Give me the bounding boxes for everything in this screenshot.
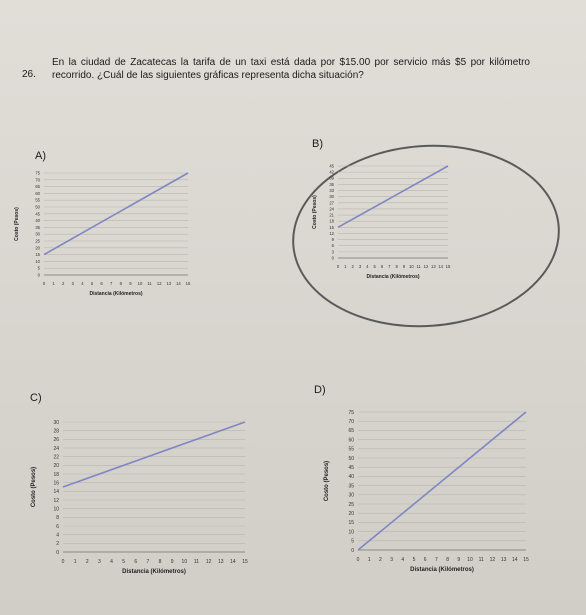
y-tick-label: 14: [53, 489, 59, 496]
y-tick-label: 10: [35, 258, 40, 264]
y-tick-label: 20: [35, 245, 40, 251]
x-tick-label: 14: [230, 559, 236, 565]
x-tick-label: 14: [176, 281, 181, 287]
y-tick-label: 26: [53, 437, 59, 444]
x-tick-label: 12: [205, 559, 212, 565]
y-tick-label: 16: [53, 480, 59, 487]
y-tick-label: 20: [348, 510, 354, 517]
x-axis-title: Distancia (Kilómetros): [410, 567, 474, 573]
x-tick-label: 5: [122, 559, 126, 565]
x-tick-label: 1: [367, 557, 371, 563]
y-axis-title: Costo (Pesos): [31, 466, 37, 508]
option-a-label[interactable]: A): [35, 150, 46, 162]
x-tick-label: 10: [181, 559, 188, 565]
x-tick-label: 13: [217, 559, 224, 565]
x-tick-label: 4: [81, 281, 84, 287]
x-tick-label: 5: [90, 281, 94, 287]
x-tick-label: 12: [489, 557, 496, 563]
y-tick-label: 42: [329, 169, 334, 175]
x-tick-label: 8: [395, 264, 398, 270]
x-tick-label: 9: [129, 281, 132, 287]
chart-d[interactable]: [318, 402, 538, 592]
x-tick-label: 2: [62, 281, 65, 287]
y-axis-title: Costo (Pesos): [14, 207, 20, 241]
x-tick-label: 2: [351, 264, 354, 270]
y-tick-label: 12: [53, 497, 59, 504]
y-tick-label: 28: [53, 428, 59, 435]
y-tick-label: 35: [348, 483, 354, 490]
y-tick-label: 0: [56, 549, 59, 556]
y-tick-label: 18: [53, 471, 59, 478]
y-tick-label: 25: [35, 238, 40, 244]
y-axis-title: Costo (Pesos): [312, 195, 318, 229]
y-tick-label: 45: [35, 211, 40, 217]
x-tick-label: 7: [146, 559, 150, 565]
y-tick-label: 45: [348, 464, 354, 471]
chart-b-svg: [306, 158, 486, 298]
series-line-c: [63, 422, 245, 487]
x-tick-label: 10: [137, 281, 143, 287]
x-tick-label: 4: [401, 557, 405, 563]
y-tick-label: 50: [35, 204, 40, 210]
x-tick-label: 3: [390, 557, 393, 563]
y-tick-label: 3: [331, 249, 334, 255]
x-tick-label: 0: [42, 281, 46, 287]
chart-c-svg: [25, 410, 255, 598]
x-tick-label: 13: [166, 281, 172, 287]
x-tick-label: 6: [100, 281, 103, 287]
y-tick-label: 35: [35, 224, 40, 230]
y-tick-label: 0: [37, 272, 40, 278]
x-tick-label: 14: [512, 557, 518, 563]
chart-c[interactable]: [25, 410, 255, 598]
x-tick-label: 1: [344, 264, 347, 270]
y-tick-label: 39: [329, 175, 334, 181]
x-tick-label: 1: [52, 281, 55, 287]
y-tick-label: 5: [351, 538, 354, 545]
x-tick-label: 2: [379, 557, 382, 563]
question-text: En la ciudad de Zacatecas la tarifa de un taxi está dada por $15.00 por servicio más $5 por kilómetro recorrido. ¿Cuál de las siguientes gráficas representa dicha situación?: [52, 57, 530, 81]
x-tick-label: 6: [380, 264, 384, 270]
x-tick-label: 0: [356, 557, 360, 563]
option-d-label[interactable]: D): [314, 384, 326, 396]
y-tick-label: 30: [348, 492, 354, 499]
y-tick-label: 65: [348, 428, 354, 435]
y-tick-label: 65: [35, 184, 40, 190]
y-tick-label: 12: [329, 230, 334, 236]
y-tick-label: 10: [53, 506, 59, 513]
y-tick-label: 60: [35, 190, 40, 196]
y-tick-label: 0: [351, 547, 354, 554]
x-tick-label: 0: [61, 559, 65, 565]
y-tick-label: 2: [56, 541, 59, 548]
y-tick-label: 70: [348, 418, 354, 425]
x-tick-label: 13: [500, 557, 507, 563]
y-tick-label: 55: [348, 446, 354, 453]
x-axis-title: Distancia (Kilómetros): [366, 274, 420, 281]
x-axis-title: Distancia (Kilómetros): [89, 291, 143, 298]
x-tick-label: 13: [430, 264, 436, 270]
x-tick-label: 3: [98, 559, 101, 565]
x-tick-label: 8: [446, 557, 449, 563]
chart-d-svg: [318, 402, 538, 592]
y-tick-label: 24: [329, 206, 334, 212]
y-tick-label: 55: [35, 197, 40, 203]
y-tick-label: 9: [331, 237, 334, 243]
x-tick-label: 14: [438, 264, 444, 270]
x-tick-label: 9: [457, 557, 461, 563]
x-tick-label: 15: [242, 559, 248, 565]
x-tick-label: 2: [85, 559, 89, 565]
x-tick-label: 11: [147, 281, 152, 287]
y-tick-label: 6: [56, 523, 59, 530]
y-tick-label: 8: [56, 515, 59, 522]
option-b-label[interactable]: B): [312, 138, 323, 150]
x-tick-label: 7: [388, 264, 391, 270]
x-tick-label: 9: [170, 559, 174, 565]
x-tick-label: 15: [523, 557, 529, 563]
x-tick-label: 15: [445, 264, 451, 270]
y-tick-label: 30: [329, 194, 334, 200]
y-tick-label: 30: [53, 419, 59, 426]
x-tick-label: 5: [373, 264, 376, 270]
x-tick-label: 8: [119, 281, 122, 287]
y-tick-label: 70: [35, 177, 40, 183]
y-tick-label: 15: [329, 224, 334, 230]
x-axis-title: Distancia (Kilómetros): [122, 569, 186, 575]
chart-a[interactable]: [8, 165, 218, 315]
x-tick-label: 6: [134, 559, 138, 565]
x-tick-label: 0: [336, 264, 340, 270]
x-tick-label: 12: [423, 264, 429, 270]
y-tick-label: 4: [56, 532, 59, 539]
option-c-label[interactable]: C): [30, 392, 42, 404]
y-tick-label: 75: [348, 409, 354, 416]
y-tick-label: 36: [329, 181, 334, 187]
y-tick-label: 30: [35, 231, 40, 237]
y-tick-label: 22: [53, 454, 59, 461]
x-tick-label: 3: [71, 281, 74, 287]
y-tick-label: 45: [329, 163, 334, 169]
x-tick-label: 4: [110, 559, 113, 565]
x-tick-label: 9: [402, 264, 406, 270]
y-tick-label: 18: [329, 218, 334, 224]
y-tick-label: 40: [348, 474, 354, 481]
x-tick-label: 7: [110, 281, 113, 287]
question-number: 26.: [22, 69, 36, 80]
y-tick-label: 50: [348, 455, 354, 462]
chart-b[interactable]: [306, 158, 486, 298]
y-tick-label: 6: [331, 243, 334, 249]
x-tick-label: 15: [185, 281, 191, 287]
x-tick-label: 3: [358, 264, 362, 270]
y-tick-label: 5: [37, 265, 40, 271]
x-tick-label: 11: [416, 264, 421, 270]
y-tick-label: 21: [329, 212, 334, 218]
x-tick-label: 4: [366, 264, 369, 270]
y-tick-label: 15: [35, 252, 40, 258]
x-tick-label: 8: [158, 559, 162, 565]
x-tick-label: 7: [435, 557, 438, 563]
x-tick-label: 5: [412, 557, 416, 563]
x-tick-label: 10: [408, 264, 414, 270]
y-tick-label: 27: [329, 200, 334, 206]
y-tick-label: 15: [348, 520, 354, 527]
y-tick-label: 20: [53, 463, 59, 470]
y-tick-label: 40: [35, 218, 40, 224]
y-tick-label: 0: [331, 255, 334, 261]
x-tick-label: 12: [156, 281, 162, 287]
y-tick-label: 10: [348, 529, 354, 536]
y-tick-label: 25: [348, 501, 354, 508]
x-tick-label: 10: [467, 557, 473, 563]
series-line-d: [358, 412, 526, 550]
x-tick-label: 11: [478, 557, 484, 563]
y-axis-title: Costo (Pesos): [324, 460, 330, 502]
chart-a-svg: [8, 165, 218, 315]
y-tick-label: 24: [53, 445, 59, 452]
x-tick-label: 11: [193, 559, 200, 565]
x-tick-label: 6: [423, 557, 427, 563]
y-tick-label: 75: [35, 170, 40, 176]
y-tick-label: 33: [329, 188, 334, 194]
y-tick-label: 60: [348, 437, 354, 444]
x-tick-label: 1: [73, 559, 77, 565]
